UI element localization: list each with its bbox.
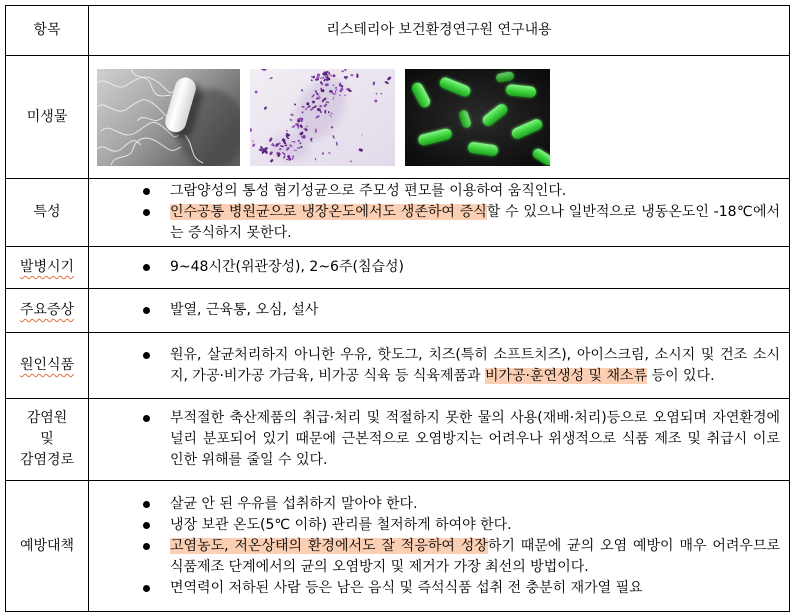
row-label-symptoms: 주요증상 (19, 302, 75, 318)
row-label-cell-characteristics (6, 179, 88, 246)
list-item (89, 536, 780, 578)
row-label-cell-microorganism (6, 56, 88, 178)
highlighted-text: 비가공·훈연생성 및 채소류 (484, 367, 648, 384)
bullet-text: 냉장 보관 온도(5℃ 이하) 관리를 철저하게 하여야 한다. (170, 516, 512, 533)
row-label-cell-onset (6, 247, 88, 288)
row-label-cell-symptoms (6, 289, 88, 332)
bullet-text: 하기 때문에 균의 오염 예방이 매우 어려우므로 식품제조 단계에서의 균의 오염방지 및 제거가 가장 최선의 방법이다. (170, 537, 780, 575)
highlighted-text: 인수공통 병원균으로 냉장온도에서도 생존하여 증식 (170, 204, 487, 220)
prevention-content-cell (89, 481, 789, 611)
bullet-text: 발열, 근육통, 오심, 설사 (170, 302, 319, 318)
microorganism-images-cell (89, 56, 789, 178)
characteristics-list (89, 181, 780, 244)
row-label-microorganism: 미생물 (26, 108, 68, 125)
infection-route-list (89, 408, 780, 471)
microscope-image-electron-micrograph (97, 69, 240, 166)
row-label-characteristics: 특성 (33, 204, 61, 220)
bullet-text: 등이 있다. (647, 367, 715, 384)
row-label-onset: 발병시기 (19, 259, 75, 275)
bullet-text: 원유, 살균처리하지 아니한 우유, 핫도그, 치즈(특히 소프트치즈), 아이스크림, 소시지 및 건조 소시지, 가공·비가공 가금육, 비가공 식육 등 식육제품과 (170, 346, 780, 384)
causative-foods-content-cell (89, 333, 789, 398)
header-title-cell (89, 6, 789, 55)
row-label-causative-foods: 원인식품 (19, 357, 75, 373)
header-item-cell (6, 6, 88, 55)
symptoms-content-cell (89, 289, 789, 332)
highlighted-text: 고염농도, 저온상태의 환경에서도 잘 적응하여 성장 (170, 537, 488, 554)
header-item-label: 항목 (33, 22, 61, 38)
causative-foods-list (89, 345, 780, 387)
listeria-research-table (5, 5, 790, 612)
onset-content-cell (89, 247, 789, 288)
symptoms-list (89, 300, 780, 321)
bullet-text: 부적절한 축산제품의 취급·처리 및 적절하지 못한 물의 사용(재배·처리)등으로 오염되며 자연환경에 널리 분포되어 있기 때문에 근본적으로 오염방지는 어려우나 위생적으로 식품 제조 및 취급시 이로 인한 위해를 줄일 수 있다. (170, 410, 780, 468)
infection-route-content-cell (89, 399, 789, 480)
bullet-text: 그람양성의 통성 혐기성균으로 주모성 편모를 이용하여 움직인다. (170, 183, 567, 199)
bullet-text: 면역력이 저하된 사람 등은 남은 음식 및 즉석식품 섭취 전 충분히 재가열 필요 (170, 579, 643, 596)
stain-dot (356, 73, 358, 78)
list-item (89, 345, 780, 387)
bullet-text: 살균 안 된 우유를 섭취하지 말아야 한다. (170, 495, 418, 512)
row-label-infection-source: 감염원 (26, 410, 68, 426)
row-label-prevention: 예방대책 (19, 537, 75, 554)
microscope-image-fluorescent (405, 69, 550, 166)
row-label-infection-route: 감염경로 (19, 452, 75, 468)
list-item (89, 578, 780, 599)
row-label-cell-infection-route (6, 399, 88, 480)
list-item (89, 408, 780, 471)
bullet-text: 할 수 있으나 일반적으로 냉동온도인 -18℃에서는 증식하지 못한다. (170, 204, 781, 241)
row-label-conjunction: 및 (40, 431, 54, 447)
row-label-cell-causative-foods (6, 333, 88, 398)
stain-dot (380, 93, 382, 94)
list-item (89, 515, 780, 536)
characteristics-content-cell (89, 179, 789, 246)
header-title: 리스테리아 보건환경연구원 연구내용 (326, 22, 552, 38)
list-item (89, 300, 780, 321)
row-label-cell-prevention (6, 481, 88, 611)
list-item (89, 202, 780, 244)
microscope-image-gram-stain (250, 69, 395, 166)
prevention-list (89, 494, 780, 599)
list-item (89, 181, 780, 202)
list-item (89, 257, 780, 278)
onset-list (89, 257, 780, 278)
list-item (89, 494, 780, 515)
bullet-text: 9~48시간(위관장성), 2~6주(침습성) (170, 259, 404, 275)
